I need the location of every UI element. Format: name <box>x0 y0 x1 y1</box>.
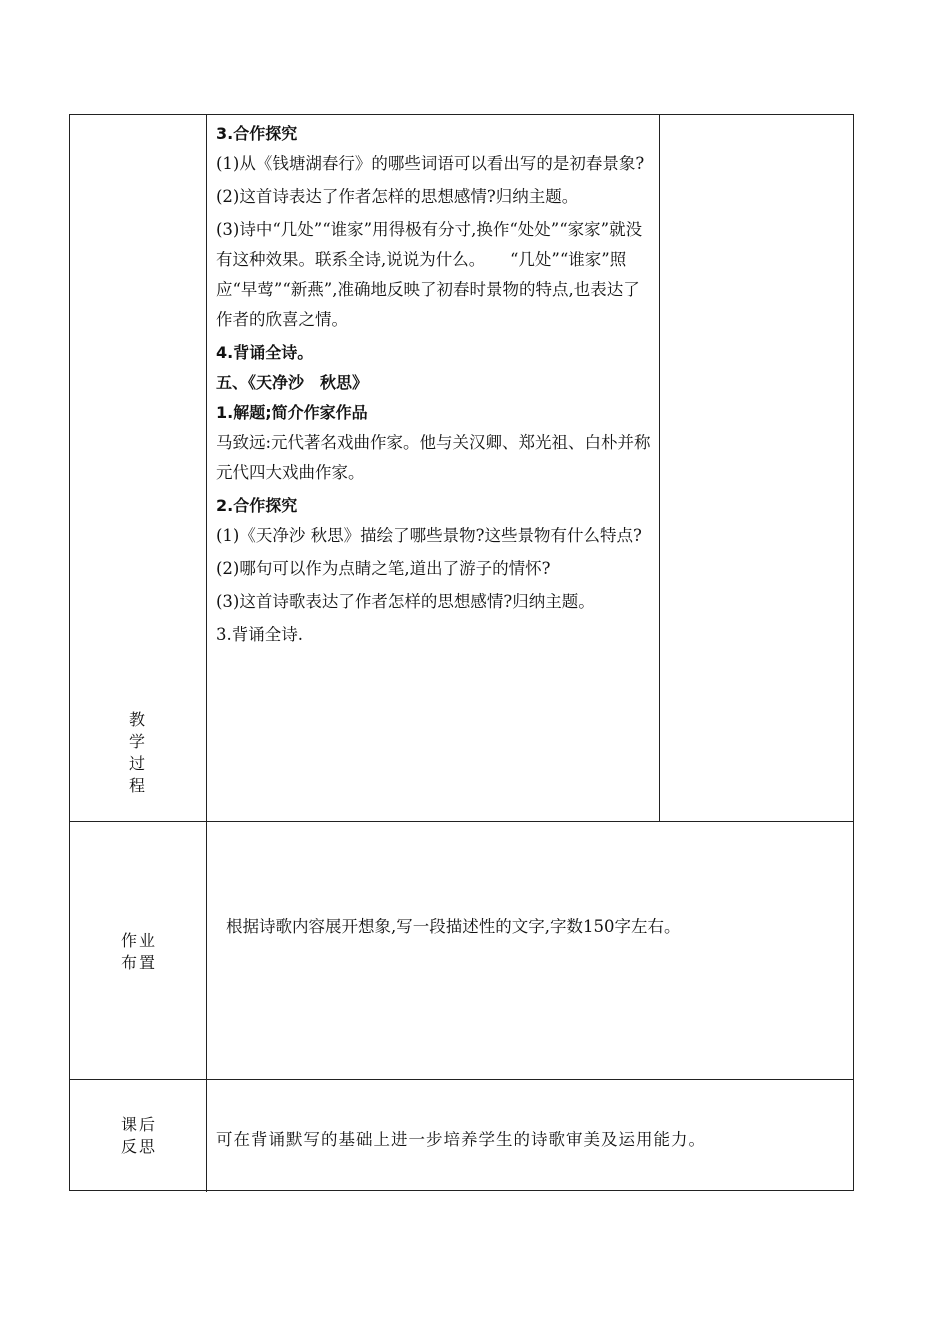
process-label-char: 过 <box>128 754 147 773</box>
homework-text: 根据诗歌内容展开想象,写一段描述性的文字,字数150字左右。 <box>226 917 681 936</box>
process-label-char: 教 <box>128 710 147 729</box>
homework-label-line: 布置 <box>120 953 157 972</box>
question-paragraph: (3)诗中“几处”“谁家”用得极有分寸,换作“处处”“家家”就没有这种效果。联系全诗,说说为什么。 “几处”“谁家”照应“早莺”“新燕”,准确地反映了初春时景物的特点,也表达了作者的欣喜之情。 <box>216 220 643 329</box>
row-divider <box>70 1079 853 1080</box>
recite-paragraph: 3.背诵全诗. <box>216 625 303 644</box>
homework-label <box>104 930 174 974</box>
column-divider <box>206 115 207 1192</box>
question-paragraph: (3)这首诗歌表达了作者怎样的思想感情?归纳主题。 <box>216 592 595 611</box>
author-intro-paragraph: 马致远:元代著名戏曲作家。他与关汉卿、郑光祖、白朴并称元代四大戏曲作家。 <box>216 433 651 482</box>
question-paragraph: (1)从《钱塘湖春行》的哪些词语可以看出写的是初春景象? <box>216 154 645 173</box>
lesson-plan-table <box>69 114 854 1191</box>
section-heading: 1.解题;简介作家作品 <box>216 403 368 422</box>
process-label <box>122 709 154 797</box>
section-heading: 3.合作探究 <box>216 124 298 143</box>
process-label-char: 学 <box>128 732 147 751</box>
section-heading: 4.背诵全诗。 <box>216 343 314 362</box>
section-heading: 五、《天净沙 秋思》 <box>216 373 369 392</box>
process-content <box>216 119 654 653</box>
question-paragraph: (1)《天净沙 秋思》描绘了哪些景物?这些景物有什么特点? <box>216 526 642 545</box>
reflection-label-line: 反思 <box>120 1137 157 1156</box>
column-divider <box>659 115 660 821</box>
reflection-label-line: 课后 <box>120 1115 157 1134</box>
section-heading: 2.合作探究 <box>216 496 298 515</box>
row-divider <box>70 821 853 822</box>
process-label-char: 程 <box>128 776 147 795</box>
homework-label-line: 作业 <box>120 931 157 950</box>
reflection-label <box>104 1114 174 1158</box>
question-paragraph: (2)这首诗表达了作者怎样的思想感情?归纳主题。 <box>216 187 579 206</box>
question-paragraph: (2)哪句可以作为点睛之笔,道出了游子的情怀? <box>216 559 551 578</box>
reflection-text: 可在背诵默写的基础上进一步培养学生的诗歌审美及运用能力。 <box>216 1130 706 1149</box>
